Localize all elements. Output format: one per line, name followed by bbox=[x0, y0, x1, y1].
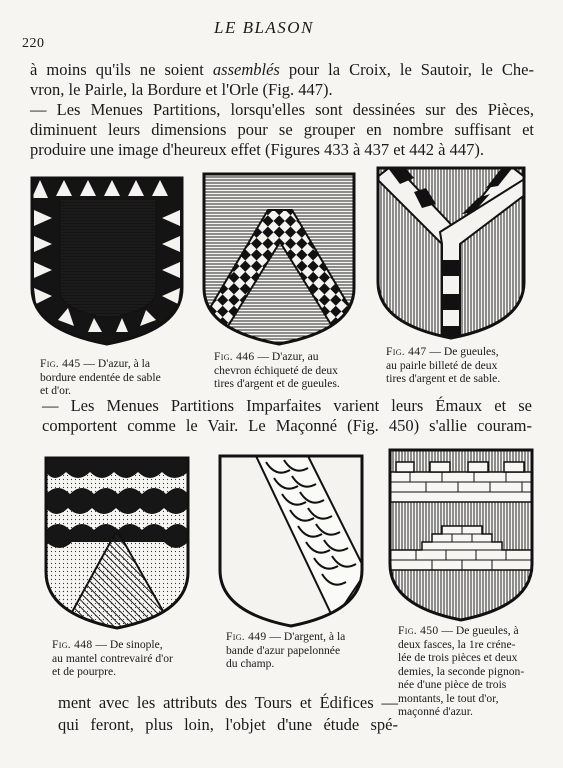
caption-line: tires d'argent et de sable. bbox=[386, 372, 501, 385]
caption-fig-448 bbox=[52, 638, 212, 679]
caption-fig-449 bbox=[226, 630, 386, 671]
middle-line-2: comportent comme le Vair. Le Maçonné (Fig. 450) s'allie couram- bbox=[42, 416, 532, 435]
running-title: LE BLASON bbox=[214, 18, 314, 37]
caption-line: deux fasces, la 1re créne- bbox=[398, 637, 516, 651]
closing-paragraph bbox=[58, 692, 398, 736]
caption-line: et de pourpre. bbox=[52, 665, 117, 678]
closing-line-2: qui feront, plus loin, l'objet d'une étude spé- bbox=[58, 715, 398, 734]
caption-line: et d'or. bbox=[40, 384, 72, 397]
caption-line: — De gueules, bbox=[429, 345, 499, 358]
shield-fig-446 bbox=[200, 170, 360, 350]
caption-line: bordure endentée de sable bbox=[40, 370, 161, 384]
caption-line: maçonné d'azur. bbox=[398, 705, 473, 718]
page-number: 220 bbox=[22, 36, 45, 51]
caption-line: tires d'argent et de gueules. bbox=[214, 377, 340, 390]
intro-line-1b: pour la Croix, le Sautoir, le Che- bbox=[279, 60, 534, 79]
caption-line: lée de trois pièces et deux bbox=[398, 651, 518, 664]
caption-label: Fig. 446 bbox=[214, 350, 255, 363]
intro-line-1-italic: assemblés bbox=[212, 60, 280, 79]
caption-label: Fig. 450 bbox=[398, 624, 439, 637]
caption-line: bande d'azur papelonnée bbox=[226, 643, 341, 657]
shield-fig-448 bbox=[42, 454, 194, 634]
caption-fig-445 bbox=[40, 357, 190, 398]
middle-paragraph bbox=[42, 396, 532, 436]
intro-line-3: — Les Menues Partitions, lorsqu'elles sont dessinées sur des Pièces, bbox=[30, 100, 534, 119]
intro-paragraph bbox=[30, 60, 534, 160]
caption-label: Fig. 447 bbox=[386, 345, 427, 358]
shield-fig-445 bbox=[28, 170, 188, 350]
caption-line: — D'azur, à la bbox=[83, 357, 151, 370]
caption-fig-450 bbox=[398, 624, 543, 719]
middle-line-1: — Les Menues Partitions Imparfaites varient leurs Émaux et se bbox=[42, 396, 532, 415]
caption-line: au pairle billeté de deux bbox=[386, 358, 498, 372]
caption-line: montants, le tout d'or, bbox=[398, 691, 499, 705]
intro-line-2: vron, le Pairle, la Bordure et l'Orle (Fig. 447). bbox=[30, 80, 333, 99]
caption-label: Fig. 445 bbox=[40, 357, 81, 370]
shield-fig-449 bbox=[216, 452, 368, 632]
caption-line: — D'argent, à la bbox=[269, 630, 346, 643]
intro-line-1 bbox=[30, 60, 534, 80]
caption-line: — De gueules, à bbox=[441, 624, 519, 637]
shield-fig-450 bbox=[386, 446, 538, 626]
caption-fig-446 bbox=[214, 350, 374, 391]
caption-fig-447 bbox=[386, 345, 536, 386]
caption-line: au mantel contrevairé d'or bbox=[52, 651, 173, 665]
caption-label: Fig. 448 bbox=[52, 638, 93, 651]
caption-line: — De sinople, bbox=[95, 638, 163, 651]
caption-line: demies, la seconde pignon- bbox=[398, 664, 525, 678]
intro-line-4: diminuent leurs dimensions pour se grouper en nombre suffisant et bbox=[30, 120, 534, 139]
caption-line: née d'une pièce de trois bbox=[398, 678, 507, 691]
caption-line: chevron échiqueté de deux bbox=[214, 363, 338, 377]
intro-line-1a: à moins qu'ils ne soient bbox=[30, 60, 213, 79]
closing-line-1: ment avec les attributs des Tours et Édifices — bbox=[58, 693, 398, 712]
caption-line: du champ. bbox=[226, 657, 275, 670]
caption-label: Fig. 449 bbox=[226, 630, 267, 643]
caption-line: — D'azur, au bbox=[257, 350, 319, 363]
shield-fig-447 bbox=[374, 164, 534, 344]
intro-line-5: produire une image d'heureux effet (Figures 433 à 437 et 442 à 447). bbox=[30, 140, 484, 159]
